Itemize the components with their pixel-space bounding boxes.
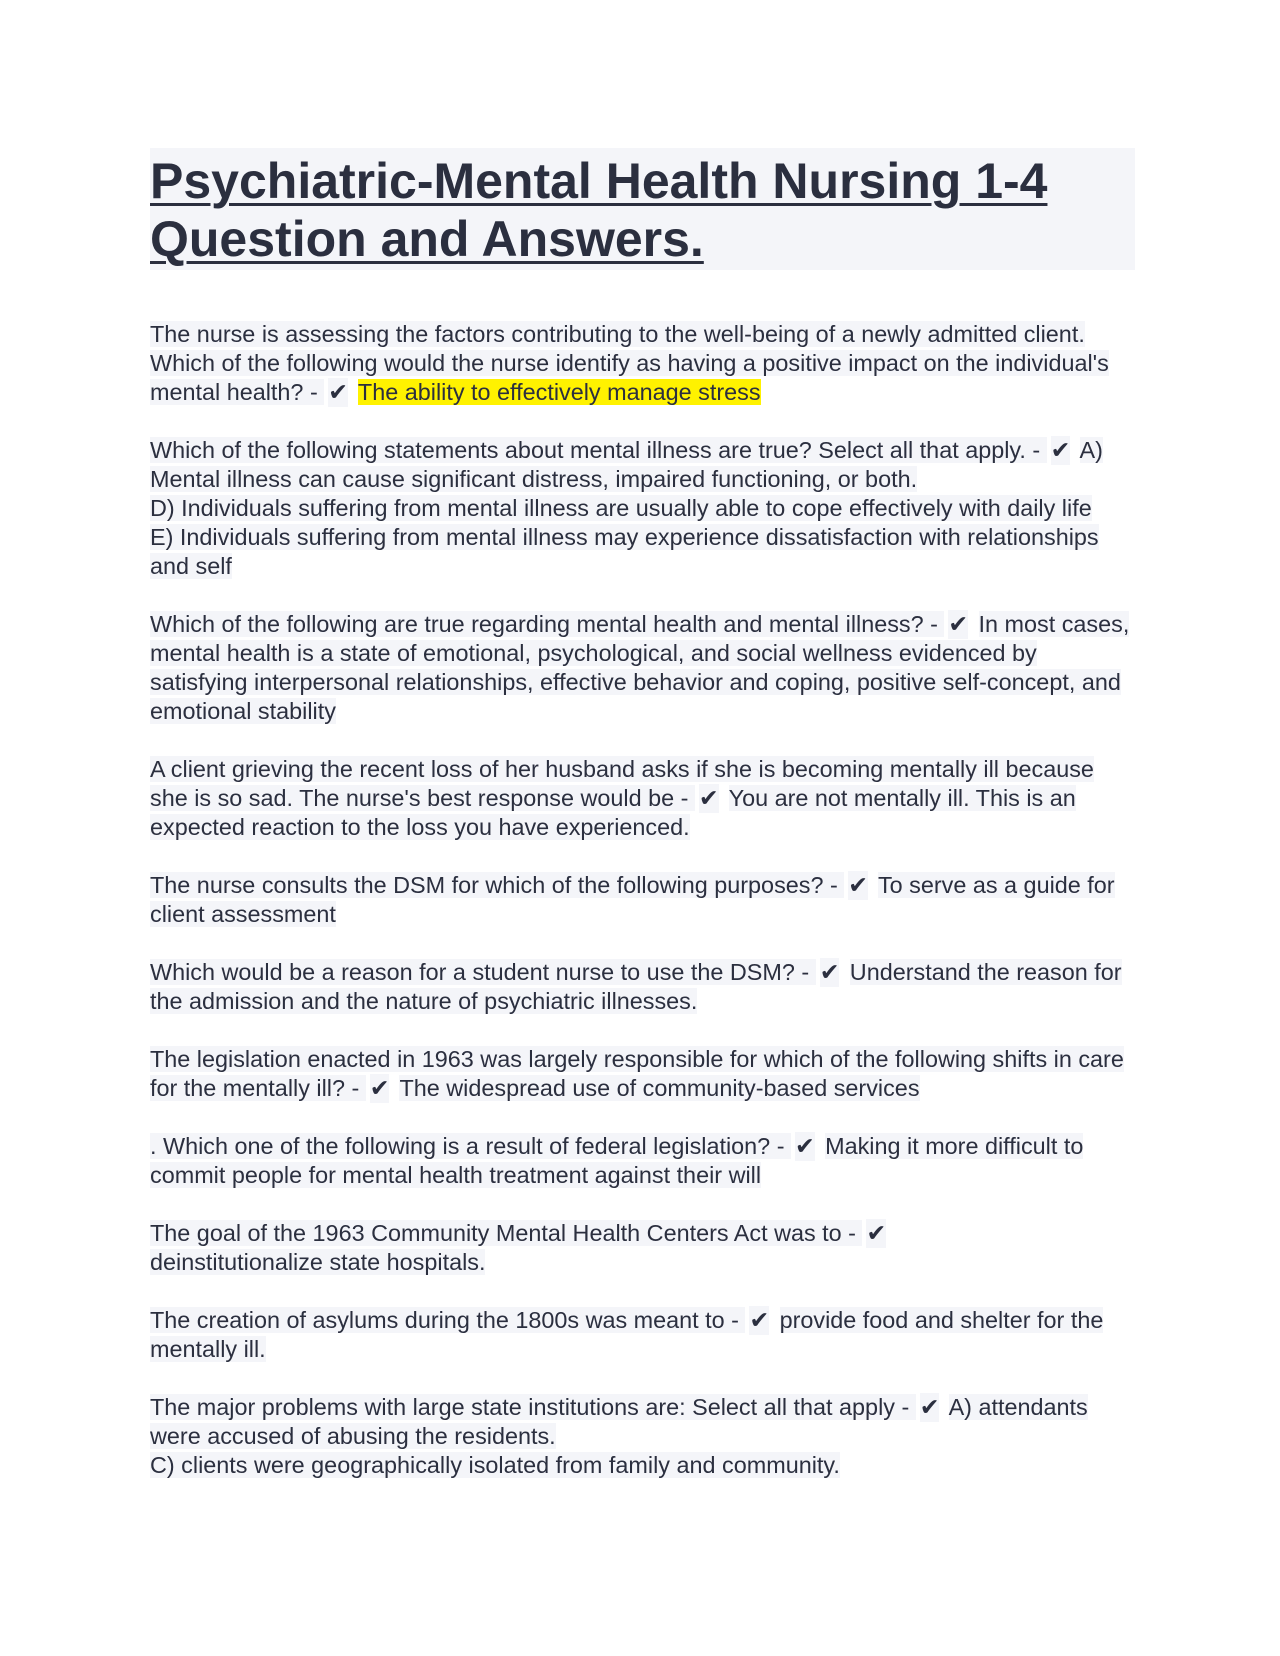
qa-item: [150, 1219, 1135, 1277]
question-text: The creation of asylums during the 1800s was meant to -: [150, 1307, 746, 1333]
answer-option-text: E) Individuals suffering from mental illness may experience dissatisfaction with relationships and self: [150, 524, 1099, 579]
answer-text: Making it more difficult to commit people for mental health treatment against their will: [150, 1133, 1084, 1188]
qa-item: [150, 1045, 1135, 1103]
check-icon: ✔: [919, 1394, 940, 1420]
question-text: The goal of the 1963 Community Mental Health Centers Act was to -: [150, 1220, 863, 1246]
qa-item: [150, 436, 1135, 581]
answer-option: [150, 1451, 1135, 1480]
question-text: A client grieving the recent loss of her husband asks if she is becoming mentally ill because she is so sad. The nurse's best response would be -: [150, 756, 1094, 811]
answer-text: In most cases, mental health is a state of emotional, psychological, and social wellness evidenced by satisfying interpersonal relationships, effective behavior and coping, positive self-concept, and emotional stability: [150, 611, 1130, 724]
answer-text: To serve as a guide for client assessment: [150, 872, 1115, 927]
title-block: [150, 148, 1135, 270]
answer-text: The ability to effectively manage stress: [357, 379, 761, 405]
answer-text: A) attendants were accused of abusing the residents.: [150, 1394, 1088, 1449]
question-text: The nurse consults the DSM for which of the following purposes? -: [150, 872, 845, 898]
document-page: [150, 148, 1135, 1509]
answer-text: The widespread use of community-based services: [399, 1075, 920, 1101]
answer-text: A) Mental illness can cause significant distress, impaired functioning, or both.: [150, 437, 1103, 492]
answer-option-text: D) Individuals suffering from mental illness are usually able to cope effectively with daily life: [150, 495, 1092, 521]
answer-option: [150, 494, 1135, 523]
answer-text: provide food and shelter for the mentally ill.: [150, 1307, 1104, 1362]
check-icon: ✔: [749, 1307, 770, 1333]
check-icon: ✔: [698, 785, 719, 811]
qa-item: [150, 755, 1135, 842]
question-text: Which of the following are true regarding mental health and mental illness? -: [150, 611, 945, 637]
question-text: . Which one of the following is a result of federal legislation? -: [150, 1133, 791, 1159]
check-icon: ✔: [948, 611, 969, 637]
title-line-2: Question and Answers.: [150, 211, 704, 267]
qa-item: [150, 871, 1135, 929]
qa-item: [150, 1306, 1135, 1364]
check-icon: ✔: [866, 1220, 887, 1246]
question-text: The nurse is assessing the factors contributing to the well-being of a newly admitted client. Which of the following would the nurse identify as having a positive impact on the individual's mental health? -: [150, 321, 1109, 405]
question-text: Which of the following statements about mental illness are true? Select all that apply. -: [150, 437, 1047, 463]
check-icon: ✔: [848, 872, 868, 898]
check-icon: ✔: [369, 1075, 390, 1101]
qa-item: [150, 1393, 1135, 1480]
document-title: [150, 152, 1135, 268]
answer-option: [150, 523, 1135, 581]
qa-item: [150, 1132, 1135, 1190]
qa-item: [150, 958, 1135, 1016]
answer-text: You are not mentally ill. This is an expected reaction to the loss you have experienced.: [150, 785, 1076, 840]
check-icon: ✔: [1050, 437, 1071, 463]
answer-text: Understand the reason for the admission and the nature of psychiatric illnesses.: [150, 959, 1122, 1014]
answer-text: deinstitutionalize state hospitals.: [150, 1249, 486, 1275]
check-icon: ✔: [328, 379, 348, 405]
check-icon: ✔: [819, 959, 840, 985]
answer-option-text: C) clients were geographically isolated from family and community.: [150, 1452, 840, 1478]
check-icon: ✔: [794, 1133, 815, 1159]
question-text: The legislation enacted in 1963 was largely responsible for which of the following shifts in care for the mentally ill? -: [150, 1046, 1124, 1101]
question-text: Which would be a reason for a student nurse to use the DSM? -: [150, 959, 816, 985]
qa-item: [150, 320, 1135, 407]
title-line-1: Psychiatric-Mental Health Nursing 1-4: [150, 153, 1048, 209]
question-text: The major problems with large state institutions are: Select all that apply -: [150, 1394, 916, 1420]
qa-item: [150, 610, 1135, 726]
